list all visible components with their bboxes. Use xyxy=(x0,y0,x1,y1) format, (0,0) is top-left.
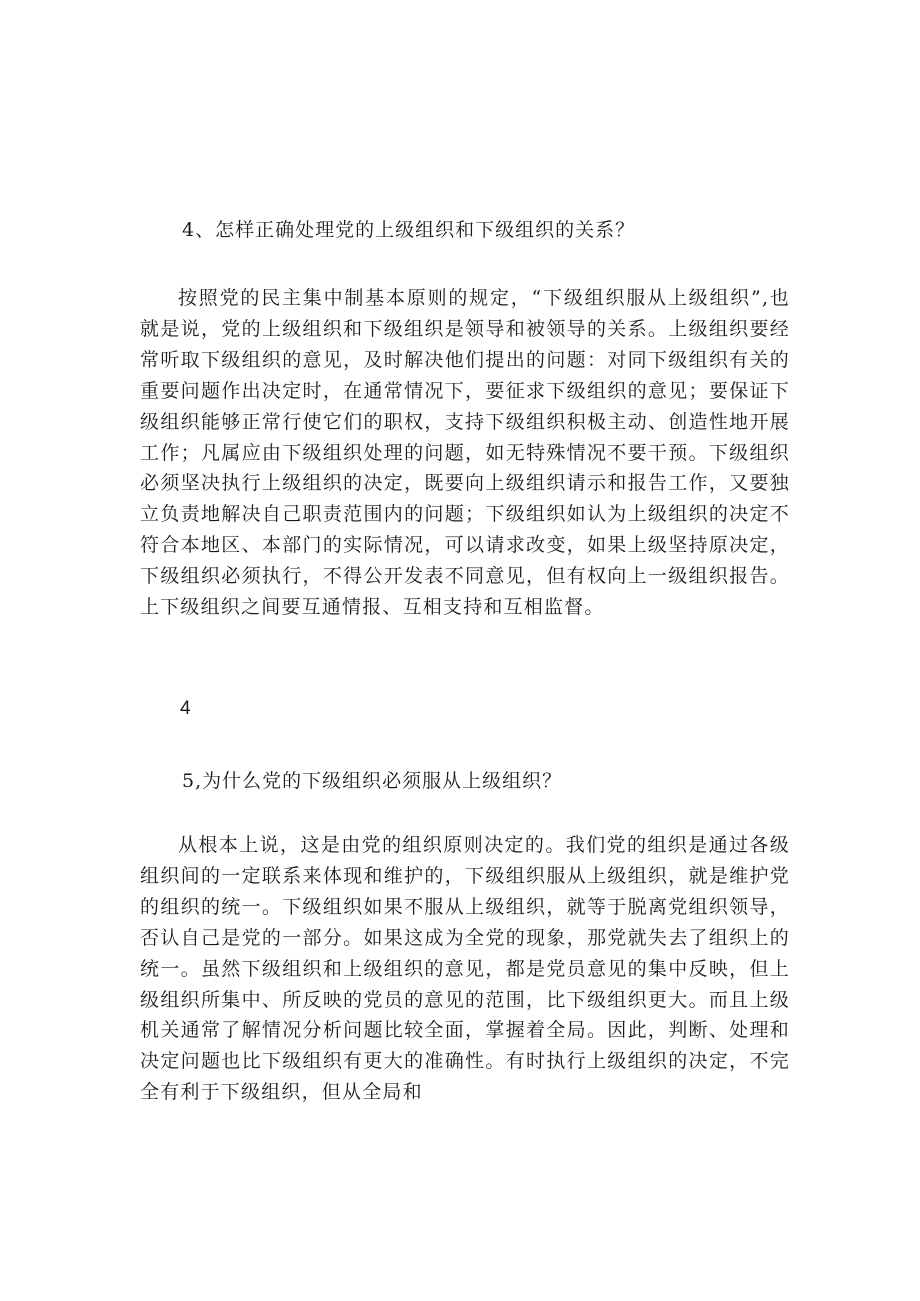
section-4-heading: 4、怎样正确处理党的上级组织和下级组织的关系？ xyxy=(182,219,636,241)
section-5-heading: 5,为什么党的下级组织必须服从上级组织？ xyxy=(182,770,563,792)
section-4-paragraph: 按照党的民主集中制基本原则的规定，“下级组织服从上级组织”,也就是说，党的上级组织和下级组织是领导和被领导的关系。上级组织要经常听取下级组织的意见，及时解决他们提出的问题：对同下级组织有关的重要问题作出决定时，在通常情况下，要征求下级组织的意见；要保证下级组织能够正常行使它们的职权，支持下级组织积极主动、创造性地开展工作；凡属应由下级组织处理的问题，如无特殊情况不要干预。下级组织必须坚决执行上级组织的决定，既要向上级组织请示和报告工作，又要独立负责地解决自己职责范围内的问题；下级组织如认为上级组织的决定不符合本地区、本部门的实际情况，可以请求改变，如果上级坚持原决定，下级组织必须执行，不得公开发表不同意见，但有权向上一级组织报告。上下级组织之间要互通情报、互相支持和互相监督。 xyxy=(140,287,790,619)
section-5-paragraph: 从根本上说，这是由党的组织原则决定的。我们党的组织是通过各级组织间的一定联系来体现和维护的，下级组织服从上级组织，就是维护党的组织的统一。下级组织如果不服从上级组织，就等于脱离党组织领导，否认自己是党的一部分。如果这成为全党的现象，那党就失去了组织上的统一。虽然下级组织和上级组织的意见，都是党员意见的集中反映，但上级组织所集中、所反映的党员的意见的范围，比下级组织更大。而且上级机关通常了解情况分析问题比较全面，掌握着全局。因此，判断、处理和决定问题也比下级组织有更大的准确性。有时执行上级组织的决定，不完全有利于下级组织，但从全局和 xyxy=(140,834,790,1104)
page-number: 4 xyxy=(180,698,191,719)
